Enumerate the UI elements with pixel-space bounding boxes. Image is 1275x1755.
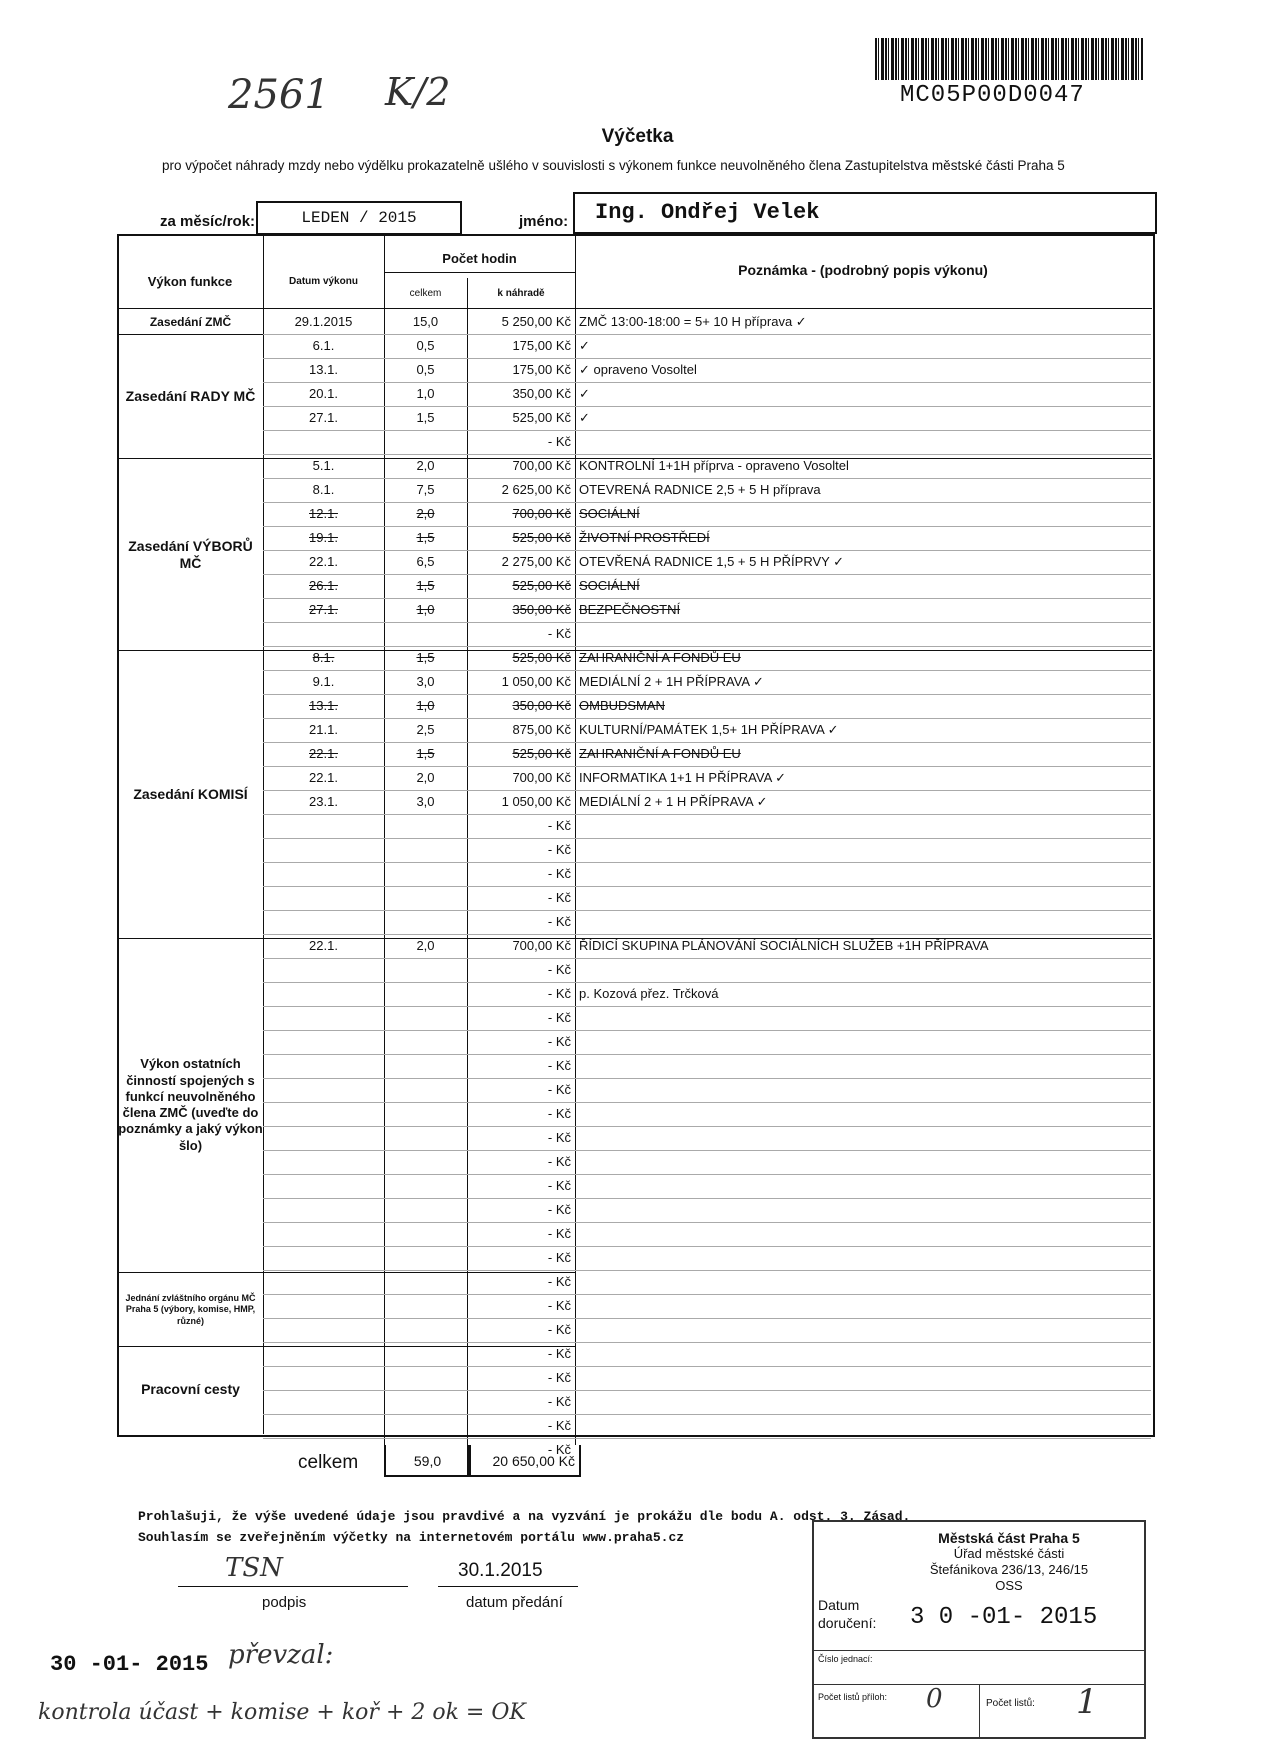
row-note: OMBUDSMAN [579, 698, 665, 713]
table-row [263, 478, 1151, 502]
row-line [263, 958, 1151, 959]
row-line [263, 502, 1151, 503]
signature-label: podpis [262, 1594, 307, 1611]
row-amount: 700,00 Kč [512, 458, 571, 473]
row-amount: - Kč [547, 818, 571, 833]
table-row [263, 694, 1151, 718]
row-amount: 525,00 Kč [512, 578, 571, 593]
row-amount: 1 050,00 Kč [501, 794, 571, 809]
row-line [263, 550, 1151, 551]
table-row [263, 1414, 1151, 1438]
row-line [263, 1006, 1151, 1007]
table-row [263, 838, 1151, 862]
row-line [263, 1438, 1151, 1439]
table-row [263, 646, 1151, 670]
declaration-line2: Souhlasím se zveřejněním výčetky na internetovém portálu www.praha5.cz [138, 1530, 685, 1545]
table-row [263, 1198, 1151, 1222]
table-row [263, 934, 1151, 958]
row-amount: - Kč [547, 1106, 571, 1121]
table-row [263, 334, 1151, 358]
signature-line [178, 1586, 408, 1587]
total-label: celkem [298, 1452, 359, 1473]
row-total: 1,5 [416, 410, 435, 425]
declaration [138, 1506, 910, 1548]
barcode [875, 38, 1143, 80]
row-note: INFORMATIKA 1+1 H PŘÍPRAVA ✓ [579, 770, 787, 785]
row-total: 7,5 [416, 482, 435, 497]
row-note: ZAHRANIČNÍ A FONDŮ EU [579, 746, 741, 761]
row-amount: 525,00 Kč [512, 650, 571, 665]
table-row [263, 1150, 1151, 1174]
row-total: 1,5 [416, 530, 435, 545]
row-total: 3,0 [416, 674, 435, 689]
row-amount: - Kč [547, 1442, 571, 1457]
table-row [263, 622, 1151, 646]
signature-scribble: TSN [225, 1553, 283, 1583]
row-amount: - Kč [547, 1370, 571, 1385]
row-line [263, 1246, 1151, 1247]
row-line [263, 1198, 1151, 1199]
row-amount: - Kč [547, 1394, 571, 1409]
row-amount: - Kč [547, 626, 571, 641]
row-amount: - Kč [547, 1250, 571, 1265]
row-line [263, 766, 1151, 767]
row-line [263, 1174, 1151, 1175]
row-amount: - Kč [547, 1226, 571, 1241]
table-row [263, 814, 1151, 838]
row-amount: - Kč [547, 914, 571, 929]
row-note: KULTURNÍ/PAMÁTEK 1,5+ 1H PŘÍPRAVA ✓ [579, 722, 839, 737]
row-line [263, 622, 1151, 623]
hdr-divider [384, 272, 575, 273]
date-line [438, 1586, 578, 1587]
stamp-date-label: Datum doručení: [818, 1597, 877, 1631]
col-note: Poznámka - (podrobný popis výkonu) [738, 262, 988, 278]
row-date: 22.1. [309, 938, 338, 953]
row-total: 1,5 [416, 650, 435, 665]
table-row [263, 1246, 1151, 1270]
row-amount: - Kč [547, 1010, 571, 1025]
stamp-divider [814, 1650, 1144, 1651]
row-total: 3,0 [416, 794, 435, 809]
row-line [263, 1390, 1151, 1391]
table-row [263, 598, 1151, 622]
row-line [263, 1030, 1151, 1031]
row-date: 29.1.2015 [294, 314, 353, 329]
row-amount: 525,00 Kč [512, 410, 571, 425]
row-line [263, 430, 1151, 431]
row-line [263, 838, 1151, 839]
row-total: 0,5 [416, 362, 435, 377]
table-row [263, 1270, 1151, 1294]
row-total: 2,0 [416, 506, 435, 521]
row-note: ✓ opraveno Vosoltel [579, 362, 697, 377]
table-row [263, 574, 1151, 598]
row-note: SOCIÁLNÍ [579, 578, 640, 593]
row-amount: 5 250,00 Kč [501, 314, 571, 329]
row-line [263, 694, 1151, 695]
row-line [263, 1414, 1151, 1415]
row-note: ZMČ 13:00-18:00 = 5+ 10 H příprava ✓ [579, 314, 807, 329]
received-label: převzal: [228, 1640, 334, 1670]
row-amount: - Kč [547, 890, 571, 905]
row-note: BEZPEČNOSTNÍ [579, 602, 681, 617]
row-line [263, 406, 1151, 407]
row-line [263, 790, 1151, 791]
table-row [263, 1342, 1151, 1366]
table-row [263, 982, 1151, 1006]
row-amount: - Kč [547, 1058, 571, 1073]
table-row [263, 526, 1151, 550]
name-label: jméno: [519, 213, 569, 230]
stamp-attach-value: 0 [926, 1684, 943, 1714]
row-line [263, 646, 1151, 647]
table-row [263, 1294, 1151, 1318]
row-date: 22.1. [309, 554, 338, 569]
row-line [263, 478, 1151, 479]
row-line [263, 574, 1151, 575]
row-date: 21.1. [309, 722, 338, 737]
name-field: Ing. Ondřej Velek [573, 192, 1157, 234]
row-line [263, 1126, 1151, 1127]
row-amount: - Kč [547, 1298, 571, 1313]
row-date: 13.1. [309, 698, 338, 713]
row-amount: 2 625,00 Kč [501, 482, 571, 497]
handover-date: 30.1.2015 [458, 1560, 543, 1581]
row-amount: 350,00 Kč [512, 698, 571, 713]
row-amount: - Kč [547, 1082, 571, 1097]
total-amount: 20 650,00 Kč [467, 1445, 581, 1477]
row-line [263, 454, 1151, 455]
row-amount: - Kč [547, 1346, 571, 1361]
row-amount: 175,00 Kč [512, 338, 571, 353]
table-row [263, 790, 1151, 814]
row-note: ŘÍDICÍ SKUPINA PLÁNOVÁNÍ SOCIÁLNÍCH SLUŽEB +1H PŘÍPRAVA [579, 938, 989, 953]
row-amount: 700,00 Kč [512, 938, 571, 953]
row-note: ŽIVOTNÍ PROSTŘEDÍ [579, 530, 710, 545]
row-line [263, 934, 1151, 935]
row-date: 8.1. [312, 650, 335, 665]
table-row [263, 1366, 1151, 1390]
page-subtitle: pro výpočet náhrady mzdy nebo výdělku prokazatelně ušlého v souvislosti s výkonem funkce neuvolněného člena Zastupitelstva městské části Praha 5 [162, 158, 1065, 173]
row-line [263, 1078, 1151, 1079]
table-row [263, 454, 1151, 478]
row-total: 0,5 [416, 338, 435, 353]
table-row [263, 1054, 1151, 1078]
row-total: 6,5 [416, 554, 435, 569]
row-line [263, 718, 1151, 719]
table-row [263, 958, 1151, 982]
row-total: 1,0 [416, 386, 435, 401]
row-total: 1,5 [416, 746, 435, 761]
row-line [263, 982, 1151, 983]
row-line [263, 382, 1151, 383]
section-vybory: Zasedání VÝBORŮ MČ [128, 537, 253, 571]
row-amount: - Kč [547, 1202, 571, 1217]
row-amount: 2 275,00 Kč [501, 554, 571, 569]
row-date: 8.1. [312, 482, 335, 497]
row-line [263, 1366, 1151, 1367]
stamp-divider [979, 1684, 980, 1737]
col-function: Výkon funkce [147, 274, 233, 289]
month-label: za měsíc/rok: [160, 213, 256, 230]
row-line [263, 1294, 1151, 1295]
row-amount: 525,00 Kč [512, 530, 571, 545]
row-date: 6.1. [312, 338, 335, 353]
table-row [263, 310, 1151, 334]
row-note: OTEVŘENÁ RADNICE 1,5 + 5 H PŘÍPRVY ✓ [579, 554, 845, 569]
section-rada: Zasedání RADY MČ [125, 388, 256, 405]
stamp-sheets-label: Počet listů: [986, 1698, 1035, 1709]
row-note: SOCIÁLNÍ [579, 506, 640, 521]
table-row [263, 502, 1151, 526]
page-title: Výčetka [601, 126, 674, 147]
row-amount: - Kč [547, 1178, 571, 1193]
section-zmc: Zasedání ZMČ [149, 314, 232, 329]
row-date: 27.1. [309, 410, 338, 425]
row-note: MEDIÁLNÍ 2 + 1H PŘÍPRAVA ✓ [579, 674, 764, 689]
row-date: 26.1. [309, 578, 338, 593]
row-amount: 700,00 Kč [512, 770, 571, 785]
row-line [263, 1054, 1151, 1055]
stamp-address: Štefánikova 236/13, 246/15 [929, 1562, 1089, 1577]
row-line [263, 814, 1151, 815]
row-line [263, 1102, 1151, 1103]
row-note: MEDIÁLNÍ 2 + 1 H PŘÍPRAVA ✓ [579, 794, 768, 809]
row-line [263, 742, 1151, 743]
row-date: 27.1. [309, 602, 338, 617]
table-row [263, 1126, 1151, 1150]
row-date: 23.1. [309, 794, 338, 809]
stamp-date-value: 3 0 -01- 2015 [910, 1604, 1098, 1631]
table-row [263, 358, 1151, 382]
table-row [263, 742, 1151, 766]
row-total: 1,5 [416, 578, 435, 593]
table-row [263, 1006, 1151, 1030]
row-note: ZAHRANIČNÍ A FONDŮ EU [579, 650, 741, 665]
table-row [263, 1222, 1151, 1246]
table-row [263, 406, 1151, 430]
table-row [263, 910, 1151, 934]
row-note: p. Kozová přez. Trčková [579, 986, 719, 1001]
table-row [263, 1078, 1151, 1102]
col-total: celkem [409, 288, 442, 299]
hdr-divider [117, 308, 1152, 309]
row-total: 1,0 [416, 698, 435, 713]
row-date: 22.1. [309, 770, 338, 785]
row-line [263, 670, 1151, 671]
row-amount: - Kč [547, 1130, 571, 1145]
table-row [263, 1102, 1151, 1126]
section-komise: Zasedání KOMISÍ [133, 786, 248, 803]
row-total: 2,0 [416, 938, 435, 953]
row-line [263, 1342, 1151, 1343]
table-row [263, 1390, 1151, 1414]
row-amount: - Kč [547, 1322, 571, 1337]
table-row [263, 886, 1151, 910]
row-note: KONTROLNÍ 1+1H příprva - opraveno Vosoltel [579, 458, 849, 473]
stamp-dept: Úřad městské části [953, 1546, 1065, 1561]
col-date: Datum výkonu [289, 276, 358, 287]
row-line [263, 1270, 1151, 1271]
declaration-line1: Prohlašuji, že výše uvedené údaje jsou pravdivé a na vyzvání je prokážu dle bodu A. odst. 3. Zásad. [138, 1509, 911, 1524]
table-row [263, 382, 1151, 406]
row-note: ✓ [579, 386, 590, 401]
row-line [263, 886, 1151, 887]
row-amount: - Kč [547, 1274, 571, 1289]
col-compensation: k náhradě [497, 288, 545, 299]
row-line [263, 334, 1151, 335]
row-amount: - Kč [547, 1154, 571, 1169]
stamp-ref-label: Číslo jednací: [818, 1654, 873, 1664]
row-amount: - Kč [547, 962, 571, 977]
row-total: 1,0 [416, 602, 435, 617]
row-date: 12.1. [309, 506, 338, 521]
stamp-office: Městská část Praha 5 [938, 1530, 1080, 1546]
row-line [263, 862, 1151, 863]
row-amount: 525,00 Kč [512, 746, 571, 761]
row-amount: - Kč [547, 866, 571, 881]
row-line [263, 358, 1151, 359]
received-note: kontrola účast + komise + koř + 2 ok = OK [38, 1700, 526, 1725]
row-total: 15,0 [412, 314, 439, 329]
row-note: OTEVRENÁ RADNICE 2,5 + 5 H příprava [579, 482, 821, 497]
row-date: 20.1. [309, 386, 338, 401]
section-organ: Jednání zvláštního orgánu MČ Praha 5 (výbory, komise, HMP, různé) [125, 1293, 256, 1326]
row-amount: 875,00 Kč [512, 722, 571, 737]
col-hours: Počet hodin [442, 251, 517, 266]
row-total: 2,5 [416, 722, 435, 737]
stamp-attach-label: Počet listů příloh: [818, 1692, 888, 1702]
table-row [263, 670, 1151, 694]
month-field: LEDEN / 2015 [256, 201, 462, 235]
office-stamp [812, 1520, 1146, 1739]
stamp-unit: OSS [995, 1578, 1023, 1593]
table-row [263, 1030, 1151, 1054]
stamp-sheets-value: 1 [1076, 1682, 1098, 1722]
row-note: ✓ [579, 410, 590, 425]
table-row [263, 718, 1151, 742]
row-line [263, 526, 1151, 527]
row-amount: 700,00 Kč [512, 506, 571, 521]
row-note: ✓ [579, 338, 590, 353]
row-amount: - Kč [547, 434, 571, 449]
row-amount: - Kč [547, 1034, 571, 1049]
row-date: 9.1. [312, 674, 335, 689]
row-date: 13.1. [309, 362, 338, 377]
row-amount: - Kč [547, 986, 571, 1001]
row-line [263, 910, 1151, 911]
row-line [263, 1150, 1151, 1151]
row-amount: 350,00 Kč [512, 386, 571, 401]
row-amount: 1 050,00 Kč [501, 674, 571, 689]
barcode-code: MC05P00D0047 [900, 82, 1085, 109]
section-cesty: Pracovní cesty [141, 1381, 240, 1398]
table-row [263, 766, 1151, 790]
handwritten-number: 2561 [228, 72, 330, 118]
row-date: 5.1. [312, 458, 335, 473]
table-row [263, 430, 1151, 454]
table-row [263, 1174, 1151, 1198]
section-ostatni: Výkon ostatních činností spojených s funkcí neuvolněného člena ZMČ (uveďte do poznámky a jaký výkon šlo) [118, 1056, 263, 1153]
received-date-stamp: 30 -01- 2015 [50, 1652, 209, 1677]
row-amount: 350,00 Kč [512, 602, 571, 617]
row-line [263, 1318, 1151, 1319]
handwritten-mark: K/2 [385, 70, 451, 114]
row-total: 2,0 [416, 770, 435, 785]
table-row [263, 550, 1151, 574]
row-amount: - Kč [547, 1418, 571, 1433]
row-date: 19.1. [309, 530, 338, 545]
table-row [263, 1318, 1151, 1342]
row-line [263, 598, 1151, 599]
row-amount: - Kč [547, 842, 571, 857]
row-date: 22.1. [309, 746, 338, 761]
row-amount: 175,00 Kč [512, 362, 571, 377]
total-hours: 59,0 [384, 1445, 471, 1477]
handover-label: datum předání [466, 1594, 563, 1611]
table-row [263, 862, 1151, 886]
row-total: 2,0 [416, 458, 435, 473]
row-line [263, 1222, 1151, 1223]
